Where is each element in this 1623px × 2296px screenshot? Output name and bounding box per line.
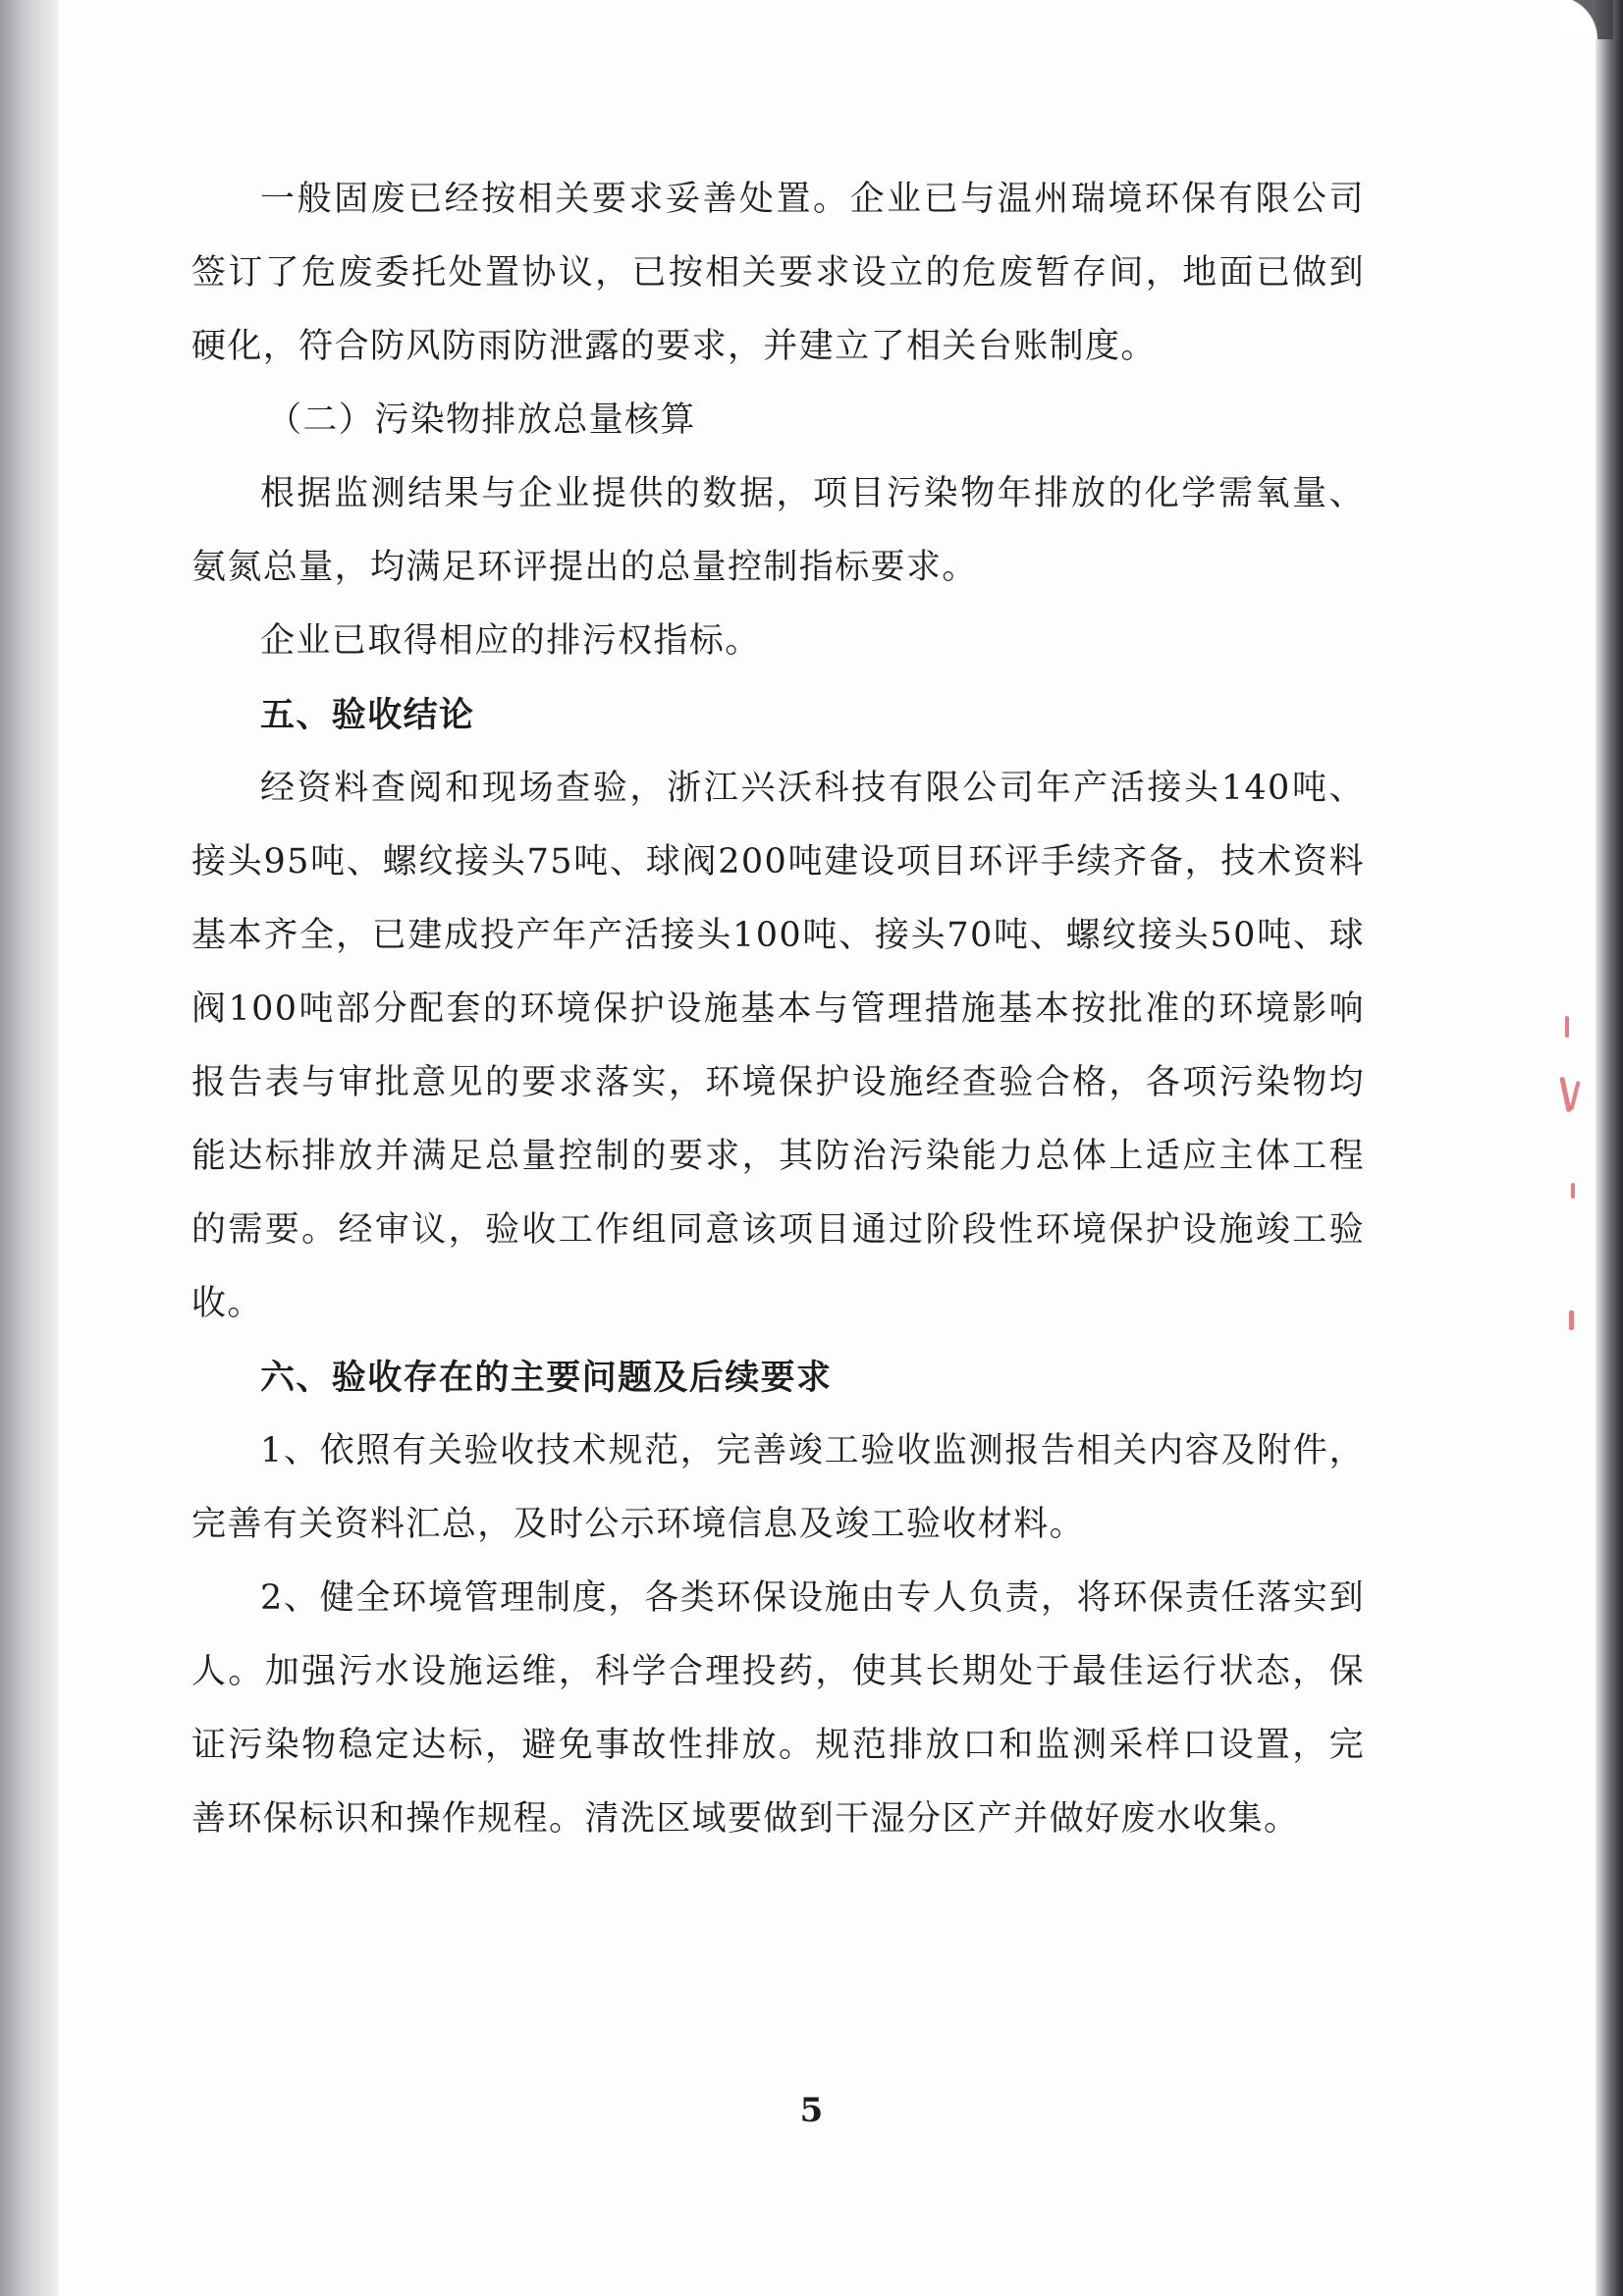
seal-stamp-fragment [1561, 1016, 1591, 1340]
paragraph-emission-rights: 企业已取得相应的排污权指标。 [260, 621, 761, 661]
subheading-total-emission: （二）污染物排放总量核算 [267, 400, 696, 440]
page-corner-fold [1554, 0, 1613, 39]
scan-edge-right [1596, 0, 1623, 2296]
heading-acceptance-conclusion: 五、验收结论 [260, 695, 475, 735]
paragraph-conclusion: 经资料查阅和现场查验，浙江兴沃科技有限公司年产活接头140吨、接头95吨、螺纹接头75吨、球阀200吨建设项目环评手续齐备，技术资料基本齐全，已建成投产年产活接头100吨、接头70吨、螺纹接头50吨、球阀100吨部分配套的环境保护设施基本与管理措施基本按批准的环境影响报告表与审批意见的要求落实，环境保护设施经查验合格，各项污染物均能达标排放并满足总量控制的要求，其防治污染能力总体上适应主体工程的需要。经审议，验收工作组同意该项目通过阶段性环境保护设施竣工验收。 [191, 769, 1365, 1323]
paragraph-requirement-2: 2、健全环境管理制度，各类环保设施由专人负责，将环保责任落实到人。加强污水设施运维，科学合理投药，使其长期处于最佳运行状态，保证污染物稳定达标，避免事故性排放。规范排放口和监测采样口设置，完善环保标识和操作规程。清洗区域要做到干湿分区产并做好废水收集。 [191, 1578, 1365, 1839]
document-body [191, 163, 1365, 1856]
scan-edge-left [0, 0, 59, 2296]
paragraph-requirement-1: 1、依照有关验收技术规范，完善竣工验收监测报告相关内容及附件，完善有关资料汇总，及时公示环境信息及竣工验收材料。 [191, 1431, 1365, 1544]
heading-issues-requirements: 六、验收存在的主要问题及后续要求 [260, 1358, 833, 1398]
page-number: 5 [799, 2091, 824, 2130]
paragraph-solid-waste: 一般固废已经按相关要求妥善处置。企业已与温州瑞境环保有限公司签订了危废委托处置协议，已按相关要求设立的危废暂存间，地面已做到硬化，符合防风防雨防泄露的要求，并建立了相关台账制度。 [191, 180, 1365, 366]
paragraph-emission-total: 根据监测结果与企业提供的数据，项目污染物年排放的化学需氧量、氨氮总量，均满足环评提出的总量控制指标要求。 [191, 474, 1365, 587]
